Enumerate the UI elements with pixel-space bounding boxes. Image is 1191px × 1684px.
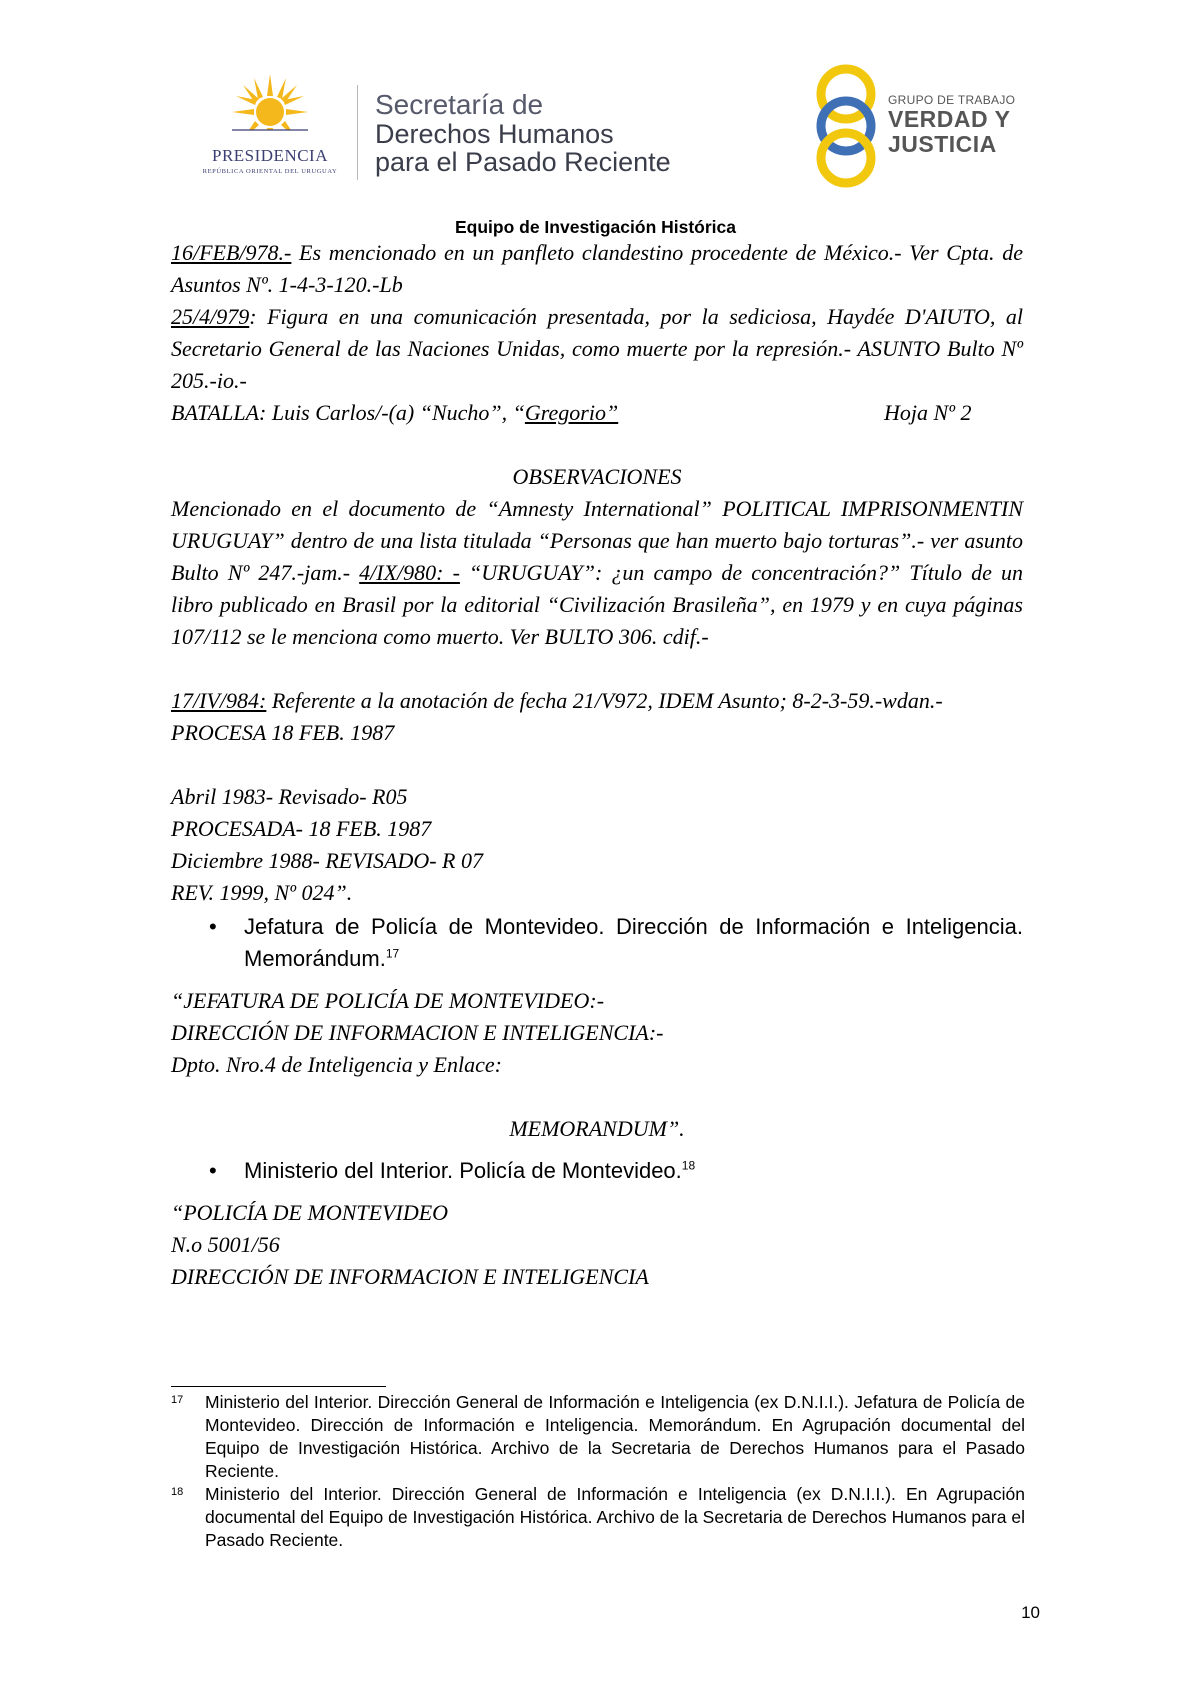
secretaria-line-3: para el Pasado Reciente: [375, 147, 671, 177]
entry-2-date: 25/4/979: [171, 304, 250, 329]
bullet-item-ministerio: [171, 1155, 1023, 1187]
bullet-dot: •: [209, 914, 217, 939]
footnotes: [171, 1391, 1025, 1552]
logo-divider: [357, 85, 358, 180]
entry-2-text: : Figura en una comunicación presentada, por la sediciosa, Haydée D'AIUTO, al Secretario General de las Naciones Unidas, como muerte por la represión.- ASUNTO Bulto Nº 205.-io.-: [171, 304, 1023, 393]
bullet-text: Ministerio del Interior. Policía de Montevideo.: [244, 1158, 682, 1183]
document-body: [171, 237, 1023, 1293]
entry-2: [171, 301, 1023, 397]
sun-icon: [230, 72, 310, 144]
name-prefix: BATALLA: Luis Carlos/-(a) “Nucho”, “: [171, 400, 525, 425]
presidencia-logo: [190, 72, 360, 182]
quote-line: N.o 5001/56: [171, 1232, 280, 1257]
quote-line: “JEFATURA DE POLICÍA DE MONTEVIDEO:-: [171, 988, 605, 1013]
revision-line: Abril 1983- Revisado- R05: [171, 784, 408, 809]
team-title: Equipo de Investigación Histórica: [454, 217, 737, 237]
linked-rings-icon: [810, 60, 882, 190]
grupo-big-text-2: JUSTICIA: [888, 131, 997, 157]
sheet-number: Hoja Nº 2: [884, 400, 972, 425]
name-alias: Gregorio”: [524, 400, 619, 425]
footnote-text: Ministerio del Interior. Dirección General de Información e Inteligencia (ex D.N.I.I.). En Agrupación documental del Equipo de Investigación Histórica. Archivo de la Secretaria de Derechos Humanos para el Pasado Reciente.: [205, 1484, 1025, 1550]
name-line: [171, 397, 1023, 429]
secretaria-line-1: Secretaría de: [375, 89, 544, 120]
spacer: [171, 1081, 1023, 1113]
observations-title: OBSERVACIONES: [512, 464, 682, 489]
page-header: [0, 0, 1191, 230]
spacer: [171, 1187, 1023, 1197]
entry-1-date: 16/FEB/978.-: [171, 240, 292, 265]
footnote: [171, 1391, 1025, 1483]
grupo-trabajo-logo: [810, 60, 1030, 190]
spacer: [171, 1145, 1023, 1155]
secretaria-line-2: Derechos Humanos: [375, 119, 614, 149]
quote-line: Dpto. Nro.4 de Inteligencia y Enlace:: [171, 1052, 502, 1077]
spacer: [171, 429, 1023, 461]
entry-3: [171, 685, 1023, 717]
entry-3-date: 17/IV/984:: [171, 688, 267, 713]
entry-3-text: Referente a la anotación de fecha 21/V972, IDEM Asunto; 8-2-3-59.-wdan.-: [266, 688, 943, 713]
footnote-ref[interactable]: 18: [681, 1158, 696, 1173]
footnote-separator: [171, 1386, 386, 1387]
entry-1-text: Es mencionado en un panfleto clandestino procedente de México.- Ver Cpta. de Asuntos Nº. 1-4-3-120.-Lb: [171, 240, 1023, 297]
footnote-ref[interactable]: 17: [385, 946, 400, 961]
observations-text-1: Mencionado en el documento de “Amnesty International” POLITICAL IMPRISONMENTIN URUGUAY” dentro de una lista titulada “Personas que han muerto bajo torturas”.- ver asunto Bulto Nº 247.-jam.-: [171, 496, 1023, 585]
presidencia-name: PRESIDENCIA: [211, 146, 328, 165]
footnote-text: Ministerio del Interior. Dirección General de Información e Inteligencia (ex D.N.I.I.). Jefatura de Policía de Montevideo. Dirección de Información e Inteligencia. Memorándum. En Agrupación documental del Equipo de Investigación Histórica. Archivo de la Secretaria de Derechos Humanos para el Pasado Reciente.: [205, 1392, 1025, 1481]
revision-line: PROCESADA- 18 FEB. 1987: [171, 816, 432, 841]
revision-line: Diciembre 1988- REVISADO- R 07: [171, 848, 483, 873]
observations-text-2: “URUGUAY”: ¿un campo de concentración?” Título de un libro publicado en Brasil por la editorial “Civilización Brasileña”, en 1979 y en cuya páginas 107/112 se le menciona como muerto. Ver BULTO 306. cdif.-: [171, 560, 1023, 649]
observations-date: 4/IX/980: -: [359, 560, 460, 585]
footnote: [171, 1483, 1025, 1552]
spacer: [171, 975, 1023, 985]
secretaria-logo-text: [375, 90, 671, 176]
grupo-small-text: GRUPO DE TRABAJO: [888, 93, 1016, 107]
presidencia-subtitle: REPÚBLICA ORIENTAL DEL URUGUAY: [202, 168, 338, 175]
page-number: 10: [1021, 1603, 1040, 1622]
grupo-big-text-1: VERDAD Y: [888, 106, 1011, 132]
bullet-text: Jefatura de Policía de Montevideo. Dirección de Información e Inteligencia. Memorándum.: [244, 914, 1023, 971]
quote-line: “POLICÍA DE MONTEVIDEO: [171, 1200, 449, 1225]
revision-line: REV. 1999, Nº 024”.: [171, 880, 353, 905]
quote-line: DIRECCIÓN DE INFORMACION E INTELIGENCIA:-: [171, 1020, 664, 1045]
spacer: [171, 749, 1023, 781]
observations-text: [171, 493, 1023, 653]
spacer: [171, 653, 1023, 685]
entry-3-line-2: PROCESA 18 FEB. 1987: [171, 720, 395, 745]
footnote-number: 18: [171, 1486, 184, 1498]
footnote-number: 17: [171, 1394, 184, 1406]
bullet-dot: •: [209, 1158, 217, 1183]
quote-line: DIRECCIÓN DE INFORMACION E INTELIGENCIA: [171, 1264, 649, 1289]
bullet-item-jefatura: [171, 911, 1023, 975]
entry-1: [171, 237, 1023, 301]
memorandum-title: MEMORANDUM”.: [509, 1116, 685, 1141]
